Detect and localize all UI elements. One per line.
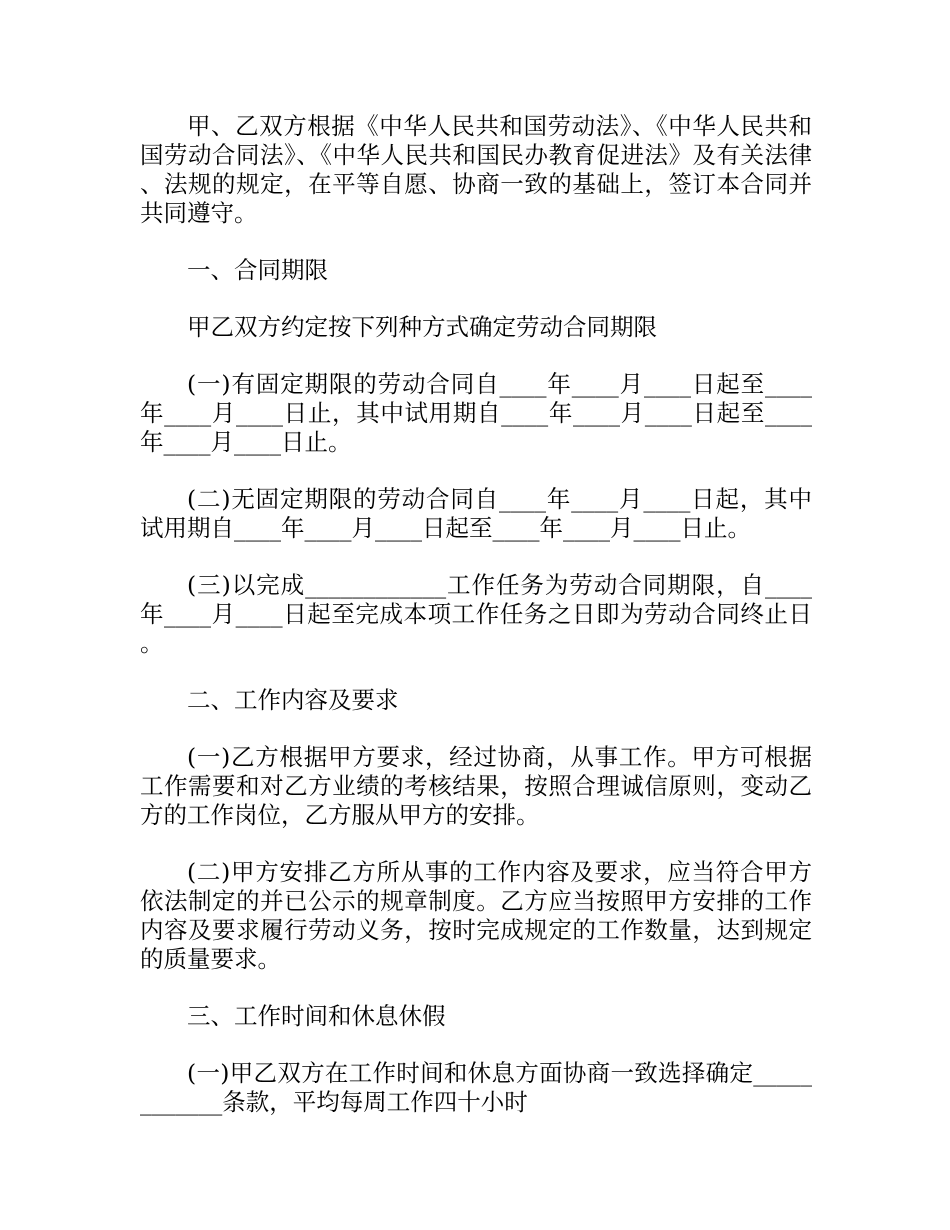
- work-requirements-clause: (二)甲方安排乙方所从事的工作内容及要求，应当符合甲方依法制定的并已公示的规章制度。乙方应当按照甲方安排的工作内容及要求履行劳动义务，按时完成规定的工作数量，达到规定的质量要求。: [140, 858, 812, 973]
- document-body: [140, 112, 812, 1145]
- intro-paragraph: 甲、乙双方根据《中华人民共和国劳动法》、《中华人民共和国劳动合同法》、《中华人民共和国民办教育促进法》及有关法律、法规的规定，在平等自愿、协商一致的基础上，签订本合同并共同遵守。: [140, 112, 812, 227]
- work-assignment-clause: (一)乙方根据甲方要求，经过协商，从事工作。甲方可根据工作需要和对乙方业绩的考核结果，按照合理诚信原则，变动乙方的工作岗位，乙方服从甲方的安排。: [140, 743, 812, 829]
- working-hours-clause: (一)甲乙双方在工作时间和休息方面协商一致选择确定____________条款，平均每周工作四十小时: [140, 1059, 812, 1116]
- fixed-term-clause: (一)有固定期限的劳动合同自____年____月____日起至____年____月____日止，其中试用期自____年____月____日起至____年____月____日止。: [140, 370, 812, 456]
- term-intro-paragraph: 甲乙双方约定按下列种方式确定劳动合同期限: [187, 313, 657, 341]
- open-ended-term-clause: (二)无固定期限的劳动合同自____年____月____日起，其中试用期自____年____月____日起至____年____月____日止。: [140, 485, 812, 542]
- section-heading-work-content: 二、工作内容及要求: [187, 686, 399, 714]
- section-heading-working-hours: 三、工作时间和休息休假: [187, 1002, 446, 1030]
- section-heading-term: 一、合同期限: [187, 256, 328, 284]
- task-based-term-clause: (三)以完成____________工作任务为劳动合同期限，自____年____月____日起至完成本项工作任务之日即为劳动合同终止日。: [140, 571, 812, 657]
